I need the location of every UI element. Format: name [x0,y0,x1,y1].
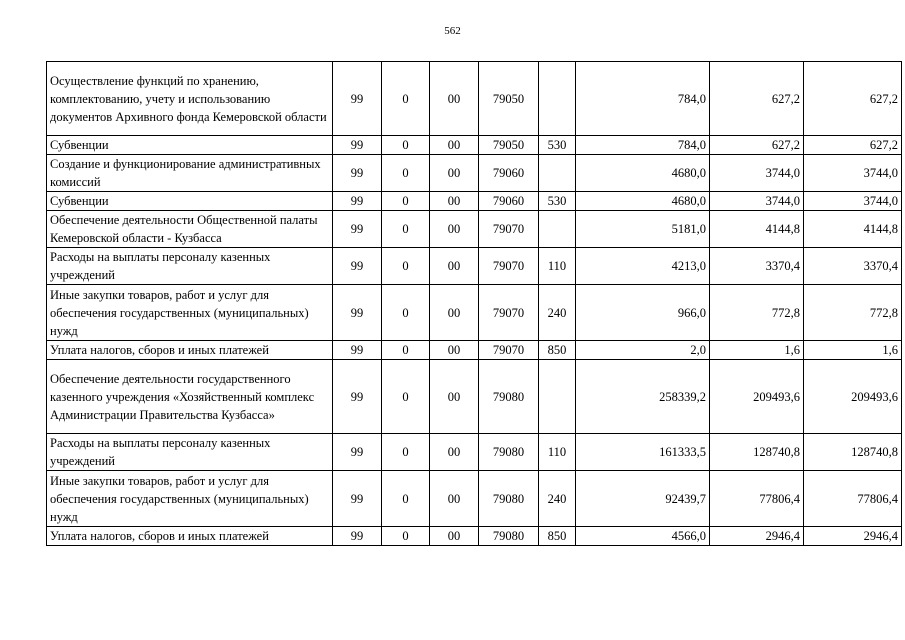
expense-type-cell: 530 [539,136,576,155]
subprogram-code-cell: 0 [382,155,430,192]
subprogram-code-cell: 0 [382,471,430,527]
amount-year2-cell: 2946,4 [710,527,804,546]
expense-name-cell: Иные закупки товаров, работ и услуг для обеспечения государственных (муниципальных) нужд [47,471,333,527]
expense-name-cell: Иные закупки товаров, работ и услуг для обеспечения государственных (муниципальных) нужд [47,285,333,341]
amount-year2-cell: 209493,6 [710,360,804,434]
program-code-cell: 99 [333,155,382,192]
amount-year3-cell: 627,2 [804,136,902,155]
direction-code-cell: 79050 [479,136,539,155]
table-row [47,248,902,285]
amount-year1-cell: 966,0 [576,285,710,341]
amount-year2-cell: 3744,0 [710,155,804,192]
table-row [47,360,902,434]
expense-type-cell: 850 [539,341,576,360]
expense-name-cell: Создание и функционирование административных комиссий [47,155,333,192]
amount-year2-cell: 3744,0 [710,192,804,211]
program-code-cell: 99 [333,62,382,136]
program-code-cell: 99 [333,527,382,546]
program-code-cell: 99 [333,192,382,211]
direction-code-cell: 79070 [479,211,539,248]
activity-code-cell: 00 [430,360,479,434]
program-code-cell: 99 [333,136,382,155]
subprogram-code-cell: 0 [382,62,430,136]
table-row [47,211,902,248]
table-row [47,192,902,211]
activity-code-cell: 00 [430,211,479,248]
program-code-cell: 99 [333,285,382,341]
amount-year2-cell: 128740,8 [710,434,804,471]
direction-code-cell: 79060 [479,155,539,192]
program-code-cell: 99 [333,471,382,527]
expense-type-cell: 110 [539,248,576,285]
amount-year2-cell: 3370,4 [710,248,804,285]
table-row [47,62,902,136]
amount-year3-cell: 77806,4 [804,471,902,527]
activity-code-cell: 00 [430,136,479,155]
direction-code-cell: 79070 [479,341,539,360]
expense-name-cell: Субвенции [47,192,333,211]
subprogram-code-cell: 0 [382,527,430,546]
activity-code-cell: 00 [430,434,479,471]
direction-code-cell: 79050 [479,62,539,136]
table-row [47,285,902,341]
amount-year3-cell: 4144,8 [804,211,902,248]
direction-code-cell: 79080 [479,471,539,527]
subprogram-code-cell: 0 [382,192,430,211]
subprogram-code-cell: 0 [382,434,430,471]
expense-name-cell: Обеспечение деятельности Общественной палаты Кемеровской области - Кузбасса [47,211,333,248]
amount-year3-cell: 1,6 [804,341,902,360]
expense-type-cell: 240 [539,471,576,527]
expense-name-cell: Обеспечение деятельности государственного казенного учреждения «Хозяйственный комплекс Администрации Правительства Кузбасса» [47,360,333,434]
amount-year3-cell: 3744,0 [804,155,902,192]
table-row [47,155,902,192]
budget-table [46,61,902,546]
expense-type-cell [539,62,576,136]
amount-year3-cell: 627,2 [804,62,902,136]
expense-type-cell: 850 [539,527,576,546]
expense-type-cell [539,360,576,434]
amount-year1-cell: 5181,0 [576,211,710,248]
subprogram-code-cell: 0 [382,341,430,360]
expense-type-cell [539,155,576,192]
amount-year1-cell: 92439,7 [576,471,710,527]
activity-code-cell: 00 [430,248,479,285]
amount-year2-cell: 627,2 [710,136,804,155]
direction-code-cell: 79080 [479,527,539,546]
amount-year1-cell: 4680,0 [576,192,710,211]
expense-type-cell: 530 [539,192,576,211]
amount-year2-cell: 772,8 [710,285,804,341]
amount-year2-cell: 1,6 [710,341,804,360]
amount-year2-cell: 627,2 [710,62,804,136]
amount-year3-cell: 209493,6 [804,360,902,434]
table-body [47,62,902,546]
subprogram-code-cell: 0 [382,136,430,155]
amount-year1-cell: 4566,0 [576,527,710,546]
amount-year1-cell: 4213,0 [576,248,710,285]
direction-code-cell: 79080 [479,360,539,434]
subprogram-code-cell: 0 [382,360,430,434]
expense-name-cell: Расходы на выплаты персоналу казенных учреждений [47,434,333,471]
activity-code-cell: 00 [430,341,479,360]
amount-year1-cell: 784,0 [576,136,710,155]
expense-name-cell: Уплата налогов, сборов и иных платежей [47,341,333,360]
activity-code-cell: 00 [430,62,479,136]
program-code-cell: 99 [333,341,382,360]
table-row [47,471,902,527]
expense-name-cell: Уплата налогов, сборов и иных платежей [47,527,333,546]
expense-type-cell: 110 [539,434,576,471]
expense-type-cell: 240 [539,285,576,341]
amount-year3-cell: 2946,4 [804,527,902,546]
subprogram-code-cell: 0 [382,285,430,341]
amount-year1-cell: 4680,0 [576,155,710,192]
amount-year1-cell: 258339,2 [576,360,710,434]
amount-year3-cell: 772,8 [804,285,902,341]
amount-year3-cell: 128740,8 [804,434,902,471]
subprogram-code-cell: 0 [382,248,430,285]
expense-name-cell: Расходы на выплаты персоналу казенных учреждений [47,248,333,285]
direction-code-cell: 79070 [479,285,539,341]
amount-year3-cell: 3370,4 [804,248,902,285]
amount-year2-cell: 4144,8 [710,211,804,248]
amount-year1-cell: 2,0 [576,341,710,360]
expense-name-cell: Субвенции [47,136,333,155]
direction-code-cell: 79060 [479,192,539,211]
direction-code-cell: 79070 [479,248,539,285]
program-code-cell: 99 [333,248,382,285]
activity-code-cell: 00 [430,285,479,341]
amount-year2-cell: 77806,4 [710,471,804,527]
amount-year3-cell: 3744,0 [804,192,902,211]
table-row [47,341,902,360]
page-number: 562 [444,25,461,37]
activity-code-cell: 00 [430,471,479,527]
program-code-cell: 99 [333,360,382,434]
activity-code-cell: 00 [430,155,479,192]
table-row [47,527,902,546]
direction-code-cell: 79080 [479,434,539,471]
activity-code-cell: 00 [430,192,479,211]
amount-year1-cell: 161333,5 [576,434,710,471]
table-row [47,434,902,471]
program-code-cell: 99 [333,434,382,471]
expense-type-cell [539,211,576,248]
expense-name-cell: Осуществление функций по хранению, комплектованию, учету и использованию документов Архивного фонда Кемеровской области [47,62,333,136]
table-row [47,136,902,155]
amount-year1-cell: 784,0 [576,62,710,136]
subprogram-code-cell: 0 [382,211,430,248]
program-code-cell: 99 [333,211,382,248]
activity-code-cell: 00 [430,527,479,546]
